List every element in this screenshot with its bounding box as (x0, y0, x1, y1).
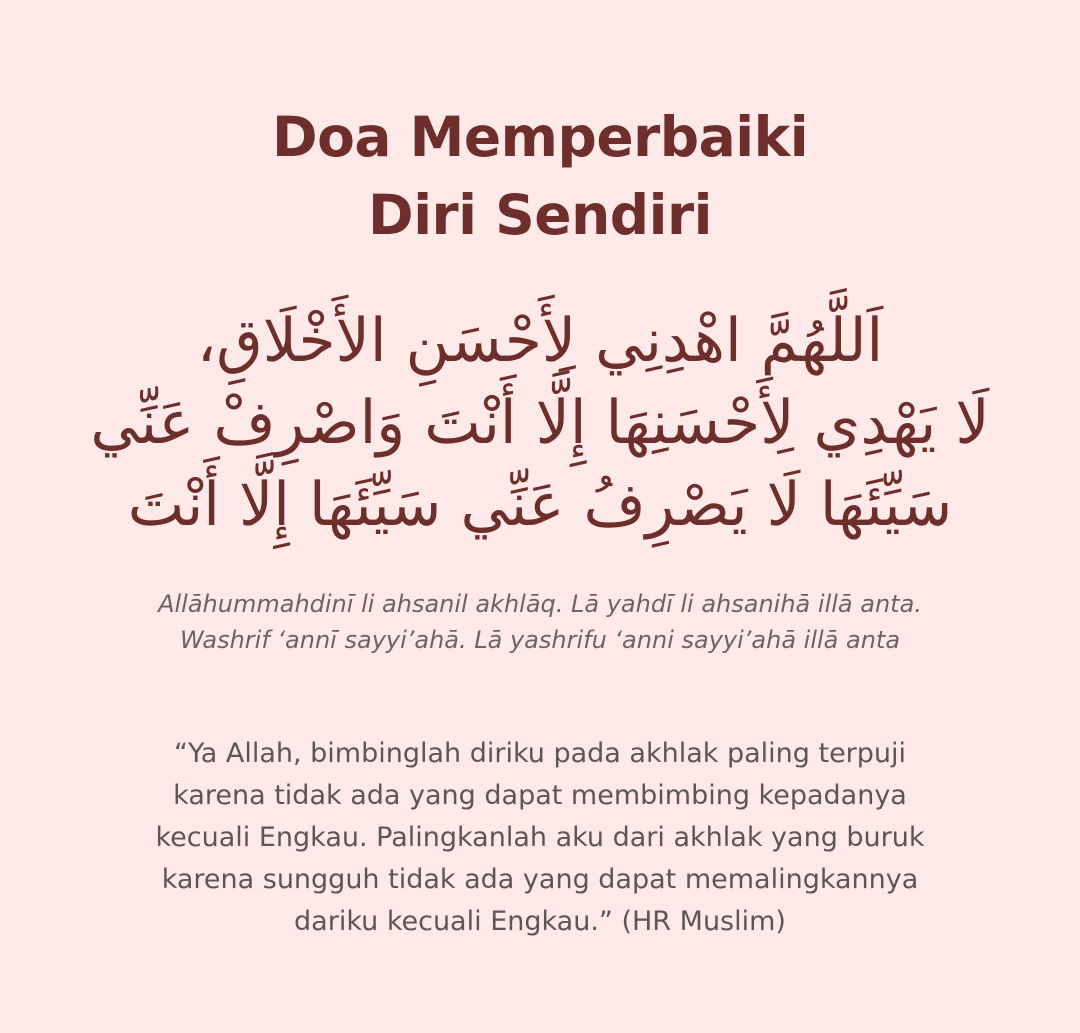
meaning-line-1: “Ya Allah, bimbinglah diriku pada akhlak paling terpuji (173, 738, 907, 769)
meaning-line-2: karena tidak ada yang dapat membimbing kepadanya (173, 780, 907, 811)
page-title-line-2: Diri Sendiri (368, 183, 712, 247)
arabic-line-1: اَللَّهُمَّ اهْدِنِي لِأَحْسَنِ الأَخْلَاقِ، (196, 306, 884, 376)
page-title-line-1: Doa Memperbaiki (271, 105, 809, 169)
arabic-line-3: سَيِّئَهَا لَا يَصْرِفُ عَنِّي سَيِّئَهَا إِلَّا أَنْتَ (127, 470, 953, 540)
meaning-line-4: karena sungguh tidak ada yang dapat memalingkannya (161, 864, 919, 895)
meaning-line-3: kecuali Engkau. Palingkanlah aku dari akhlak yang buruk (155, 822, 925, 853)
arabic-line-2: لَا يَهْدِي لِأَحْسَنِهَا إِلَّا أَنْتَ وَاصْرِفْ عَنِّي (90, 388, 990, 458)
transliteration-line-2: Washrif ‘annī sayyi’ahā. Lā yashrifu ‘anni sayyi’ahā illā anta (179, 626, 901, 654)
transliteration-line-1: Allāhummahdinī li ahsanil akhlāq. Lā yahdī li ahsanihā illā anta. (158, 590, 922, 618)
meaning-line-5: dariku kecuali Engkau.” (HR Muslim) (294, 906, 786, 937)
